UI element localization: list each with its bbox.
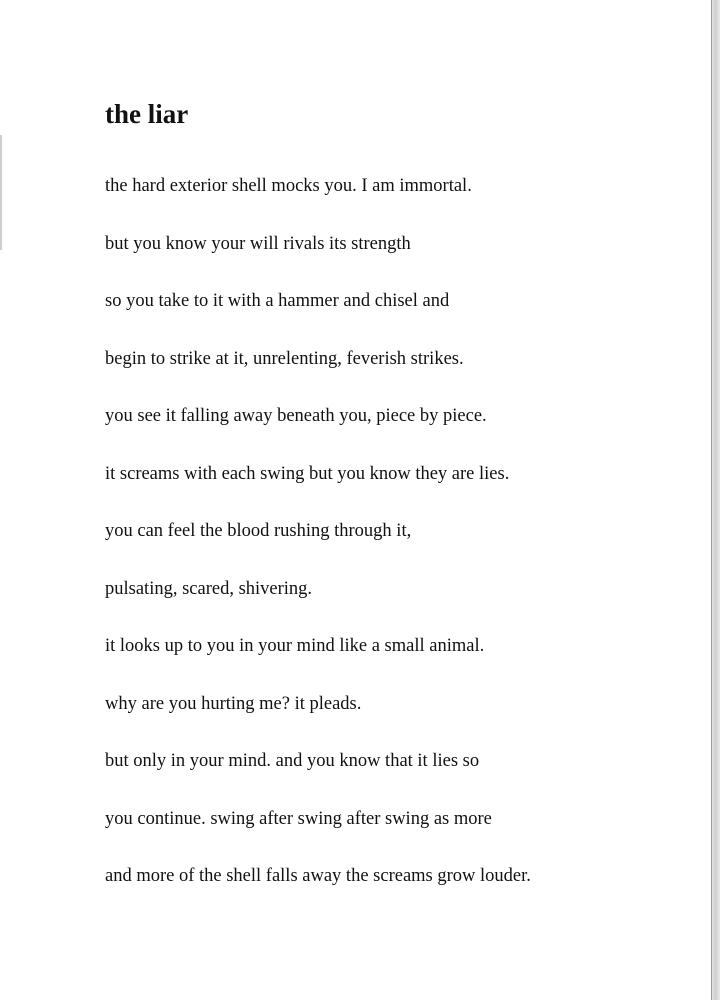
poem-line: you see it falling away beneath you, piece by piece.: [105, 406, 487, 426]
poem-line: it looks up to you in your mind like a small animal.: [105, 636, 485, 656]
poem-body: [105, 168, 531, 916]
poem-line: the hard exterior shell mocks you. I am immortal.: [105, 176, 472, 196]
poem-line: and more of the shell falls away the screams grow louder.: [105, 866, 531, 886]
poem-line: pulsating, scared, shivering.: [105, 578, 313, 599]
poem-line: you can feel the blood rushing through it,: [105, 521, 412, 541]
poem-line: but you know your will rivals its strength: [105, 233, 411, 254]
poem-line: it screams with each swing but you know they are lies.: [105, 463, 510, 484]
page-edge-mark: [0, 135, 2, 250]
poem-line: why are you hurting me? it pleads.: [105, 693, 362, 714]
poem-line: so you take to it with a hammer and chisel and: [105, 291, 450, 311]
page-right-edge: [711, 0, 720, 1000]
poem-line: begin to strike at it, unrelenting, feverish strikes.: [105, 348, 464, 369]
poem-line: but only in your mind. and you know that it lies so: [105, 751, 480, 771]
poem-title: the liar: [105, 99, 189, 129]
poem-line: you continue. swing after swing after swing as more: [105, 808, 492, 829]
